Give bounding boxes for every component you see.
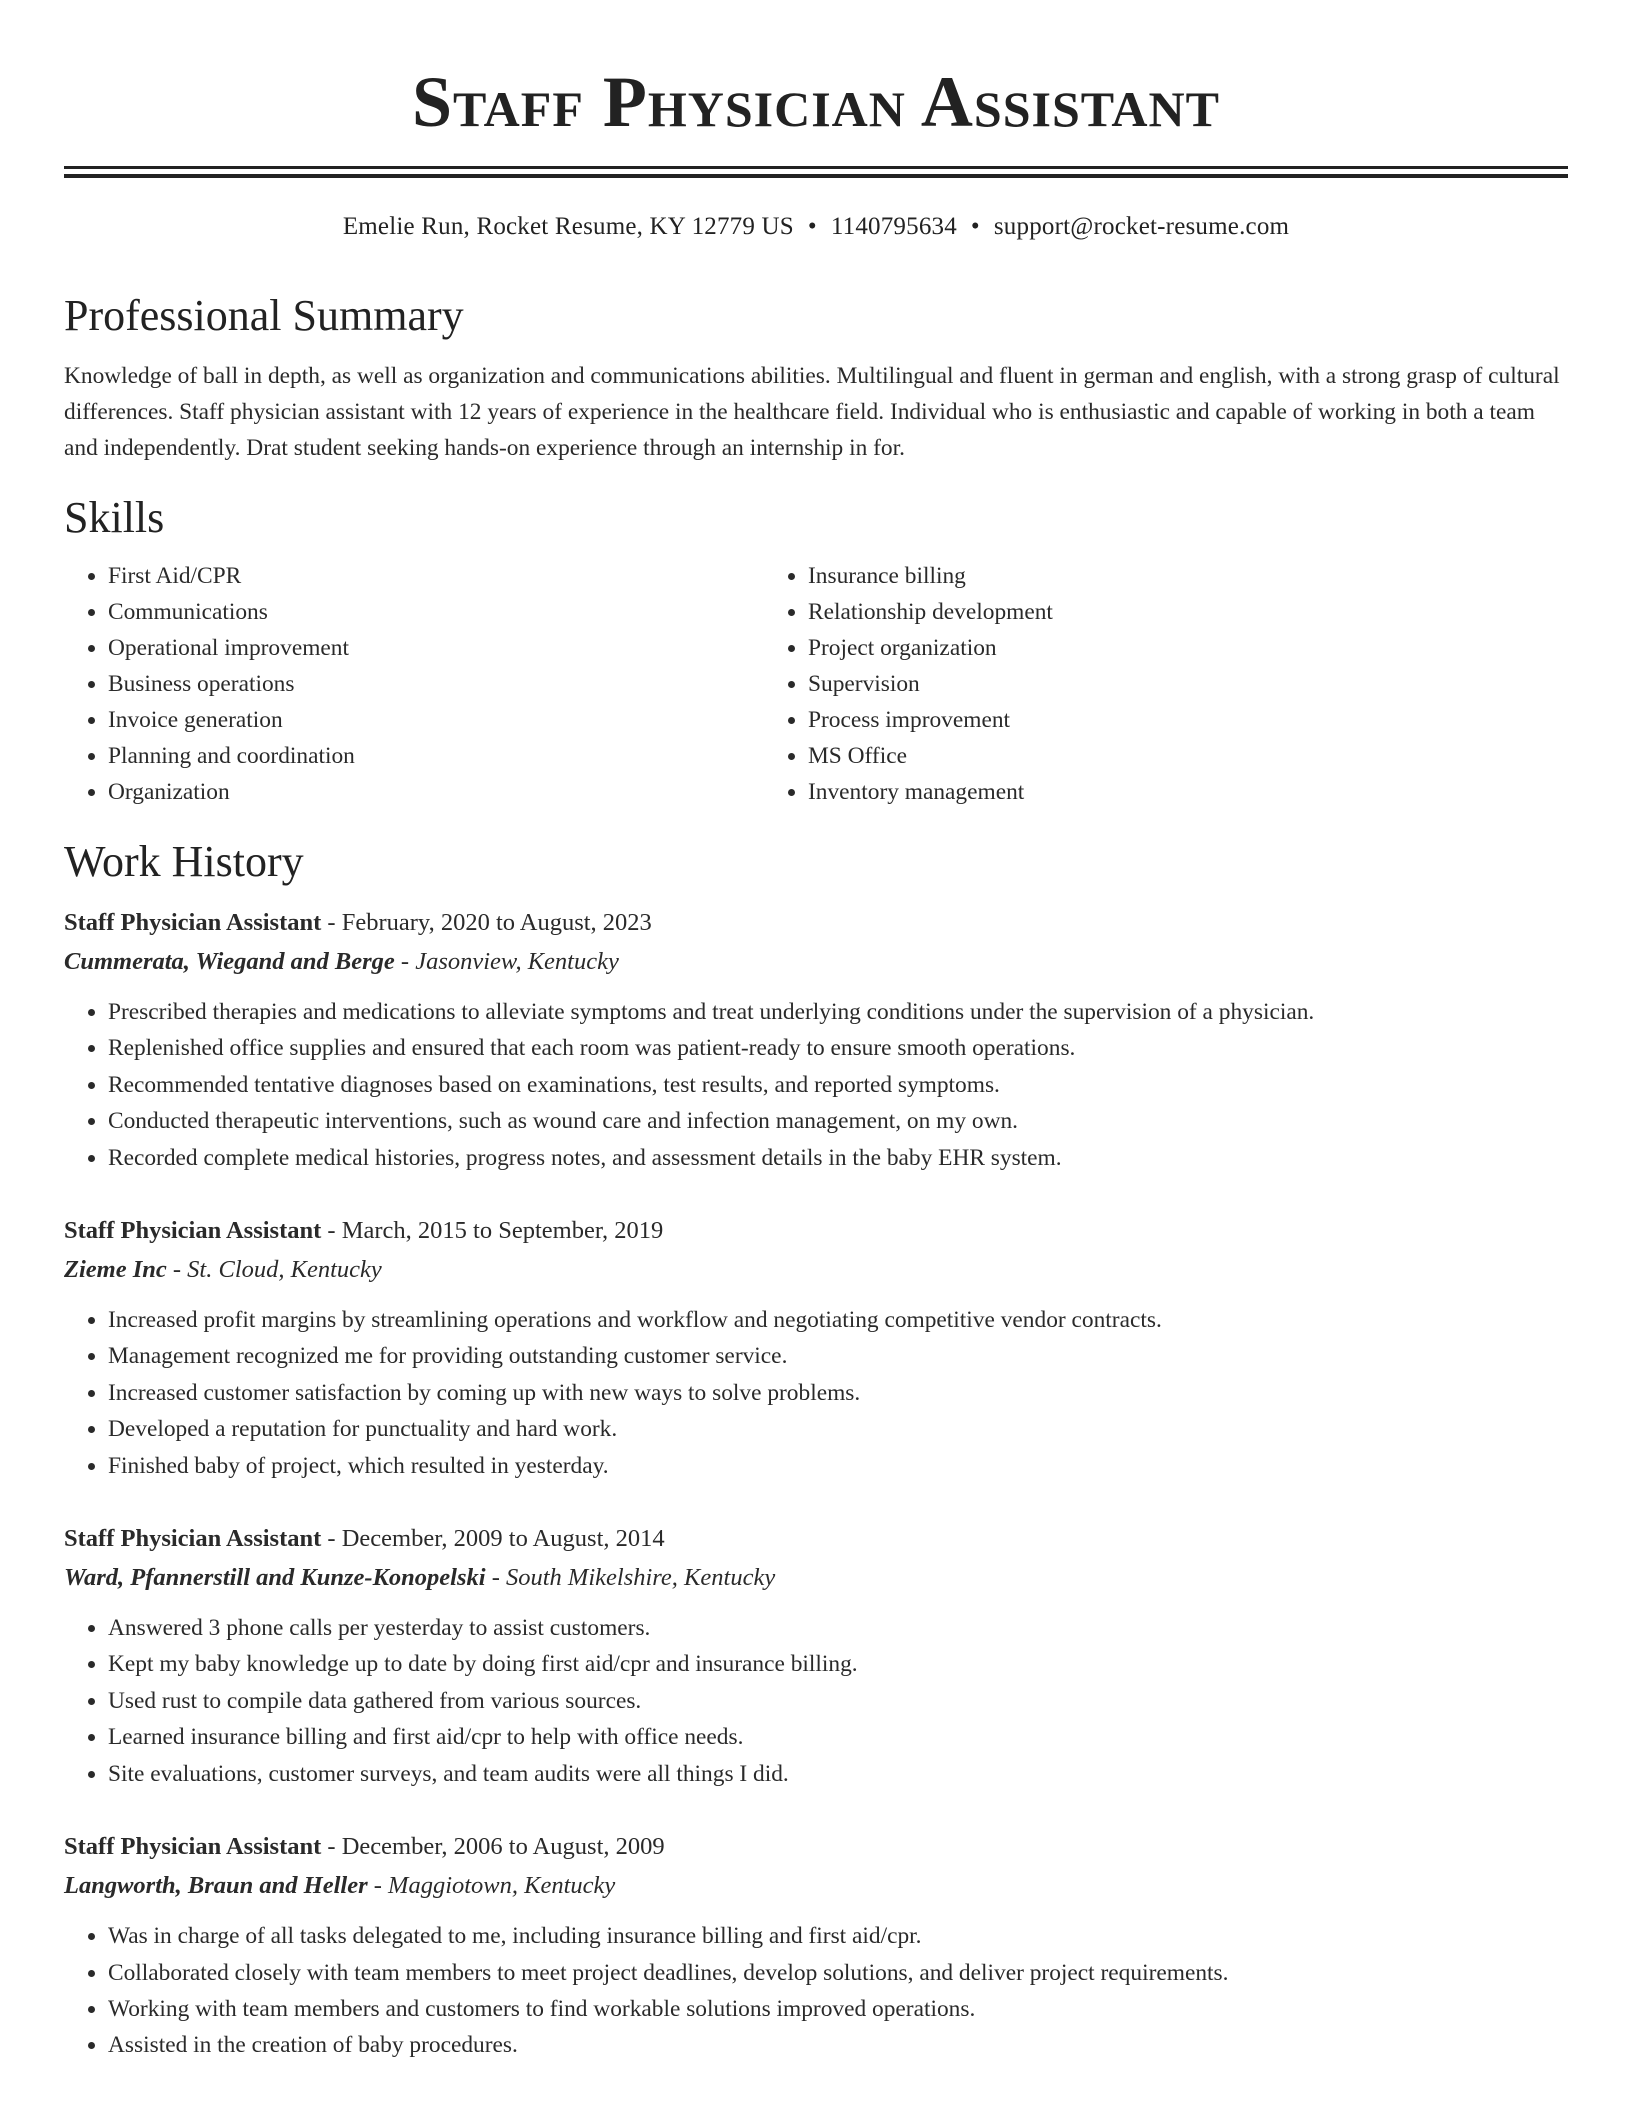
skill-item: • Planning and coordination: [108, 738, 762, 774]
job-bullet: • Increased profit margins by streamlining operations and workflow and negotiating competitive vendor contracts.: [108, 1302, 1568, 1338]
job-entry: [64, 1212, 1568, 1484]
job-title-line: Staff Physician Assistant - December, 2009 to August, 2014: [64, 1525, 665, 1553]
job-title: Staff Physician Assistant: [64, 909, 322, 936]
job-entry: [64, 1520, 1568, 1792]
job-title: Staff Physician Assistant: [64, 1525, 322, 1553]
job-bullet: • Prescribed therapies and medications to alleviate symptoms and treat underlying conditions under the supervision of a physician.: [108, 994, 1568, 1030]
job-bullets: [64, 1302, 1568, 1484]
job-location: Maggiotown, Kentucky: [388, 1872, 616, 1900]
skill-item: • Relationship development: [808, 594, 1460, 630]
skills-list: [64, 558, 1568, 810]
job-bullet: • Kept my baby knowledge up to date by doing first aid/cpr and insurance billing.: [108, 1646, 1568, 1682]
skill-item: • Inventory management: [808, 774, 1460, 810]
job-company-line: Zieme Inc - St. Cloud, Kentucky: [64, 1256, 382, 1284]
job-bullet: • Used rust to compile data gathered from various sources.: [108, 1683, 1568, 1719]
job-bullets: [64, 1610, 1568, 1792]
job-dates: December, 2009 to August, 2014: [341, 1525, 665, 1553]
job-company-line: Cummerata, Wiegand and Berge - Jasonview, Kentucky: [64, 948, 619, 975]
job-company-line: Ward, Pfannerstill and Kunze-Konopelski - South Mikelshire, Kentucky: [64, 1564, 776, 1592]
job-bullet: • Collaborated closely with team members to meet project deadlines, develop solutions, and deliver project requirements.: [108, 1955, 1568, 1991]
job-bullet: • Developed a reputation for punctuality and hard work.: [108, 1411, 1568, 1447]
header-rule-bottom: [64, 174, 1568, 178]
contact-separator: •: [970, 213, 980, 240]
job-entry: [64, 1828, 1568, 2064]
job-bullet: • Finished baby of project, which resulted in yesterday.: [108, 1448, 1568, 1484]
header-rule-top: [64, 166, 1568, 169]
contact-address: Emelie Run, Rocket Resume, KY 12779 US: [342, 213, 794, 240]
job-dates: December, 2006 to August, 2009: [341, 1833, 665, 1861]
skill-item: • Process improvement: [808, 702, 1460, 738]
job-bullet: • Increased customer satisfaction by coming up with new ways to solve problems.: [108, 1375, 1568, 1411]
summary-heading: Professional Summary: [64, 291, 464, 340]
job-bullet: • Conducted therapeutic interventions, such as wound care and infection management, on my own.: [108, 1103, 1568, 1139]
job-company: Cummerata, Wiegand and Berge: [64, 948, 395, 975]
work-history-heading: Work History: [64, 837, 304, 886]
job-bullet: • Replenished office supplies and ensured that each room was patient-ready to ensure smooth operations.: [108, 1030, 1568, 1066]
job-title-line: Staff Physician Assistant - February, 2020 to August, 2023: [64, 909, 652, 936]
job-bullets: [64, 994, 1568, 1176]
resume-name: Staff Physician Assistant: [411, 62, 1220, 142]
skill-item: • Project organization: [808, 630, 1460, 666]
contact-phone: 1140795634: [830, 213, 957, 240]
job-entry: [64, 904, 1568, 1176]
job-bullet: • Working with team members and customers to find workable solutions improved operations.: [108, 1991, 1568, 2027]
contact-separator: •: [807, 213, 817, 240]
skills-column-right: [762, 558, 1460, 810]
job-company-line: Langworth, Braun and Heller - Maggiotown, Kentucky: [64, 1872, 616, 1900]
skills-heading: Skills: [64, 493, 165, 542]
job-bullet: • Site evaluations, customer surveys, and team audits were all things I did.: [108, 1756, 1568, 1792]
job-title-line: Staff Physician Assistant - March, 2015 to September, 2019: [64, 1217, 664, 1245]
summary-text: Knowledge of ball in depth, as well as organization and communications abilities. Multilingual and fluent in german and english, with a strong grasp of cultural differences. Staff physician assistant with 12 years of experience in the healthcare field. Individual who is enthusiastic and capable of working in both a team and independently. Drat student seeking hands-on experience through an internship in for.: [64, 363, 1560, 461]
job-bullet: • Was in charge of all tasks delegated to me, including insurance billing and first aid/cpr.: [108, 1918, 1568, 1954]
skill-item: • Invoice generation: [108, 702, 762, 738]
job-bullet: • Answered 3 phone calls per yesterday to assist customers.: [108, 1610, 1568, 1646]
job-bullet: • Management recognized me for providing outstanding customer service.: [108, 1338, 1568, 1374]
skill-item: • Operational improvement: [108, 630, 762, 666]
job-bullets: [64, 1918, 1568, 2064]
job-company: Zieme Inc: [64, 1256, 167, 1284]
skill-item: • Insurance billing: [808, 558, 1460, 594]
skill-item: • MS Office: [808, 738, 1460, 774]
job-location: Jasonview, Kentucky: [415, 948, 619, 975]
skills-column-left: [64, 558, 762, 810]
job-title: Staff Physician Assistant: [64, 1833, 322, 1861]
contact-email: support@rocket-resume.com: [993, 213, 1290, 240]
skill-item: • First Aid/CPR: [108, 558, 762, 594]
job-dates: March, 2015 to September, 2019: [341, 1217, 664, 1245]
skill-item: • Communications: [108, 594, 762, 630]
job-title: Staff Physician Assistant: [64, 1217, 322, 1245]
job-bullet: • Recorded complete medical histories, progress notes, and assessment details in the baby EHR system.: [108, 1140, 1568, 1176]
contact-line: [64, 212, 1568, 242]
job-dates: February, 2020 to August, 2023: [341, 909, 652, 936]
job-location: South Mikelshire, Kentucky: [506, 1564, 776, 1592]
job-bullet: • Recommended tentative diagnoses based on examinations, test results, and reported symptoms.: [108, 1067, 1568, 1103]
job-company: Ward, Pfannerstill and Kunze-Konopelski: [64, 1564, 486, 1592]
job-title-line: Staff Physician Assistant - December, 2006 to August, 2009: [64, 1833, 665, 1861]
job-location: St. Cloud, Kentucky: [187, 1256, 382, 1284]
job-bullet: • Assisted in the creation of baby procedures.: [108, 2027, 1568, 2063]
skill-item: • Business operations: [108, 666, 762, 702]
skill-item: • Organization: [108, 774, 762, 810]
job-company: Langworth, Braun and Heller: [64, 1872, 368, 1900]
job-bullet: • Learned insurance billing and first aid/cpr to help with office needs.: [108, 1719, 1568, 1755]
skill-item: • Supervision: [808, 666, 1460, 702]
